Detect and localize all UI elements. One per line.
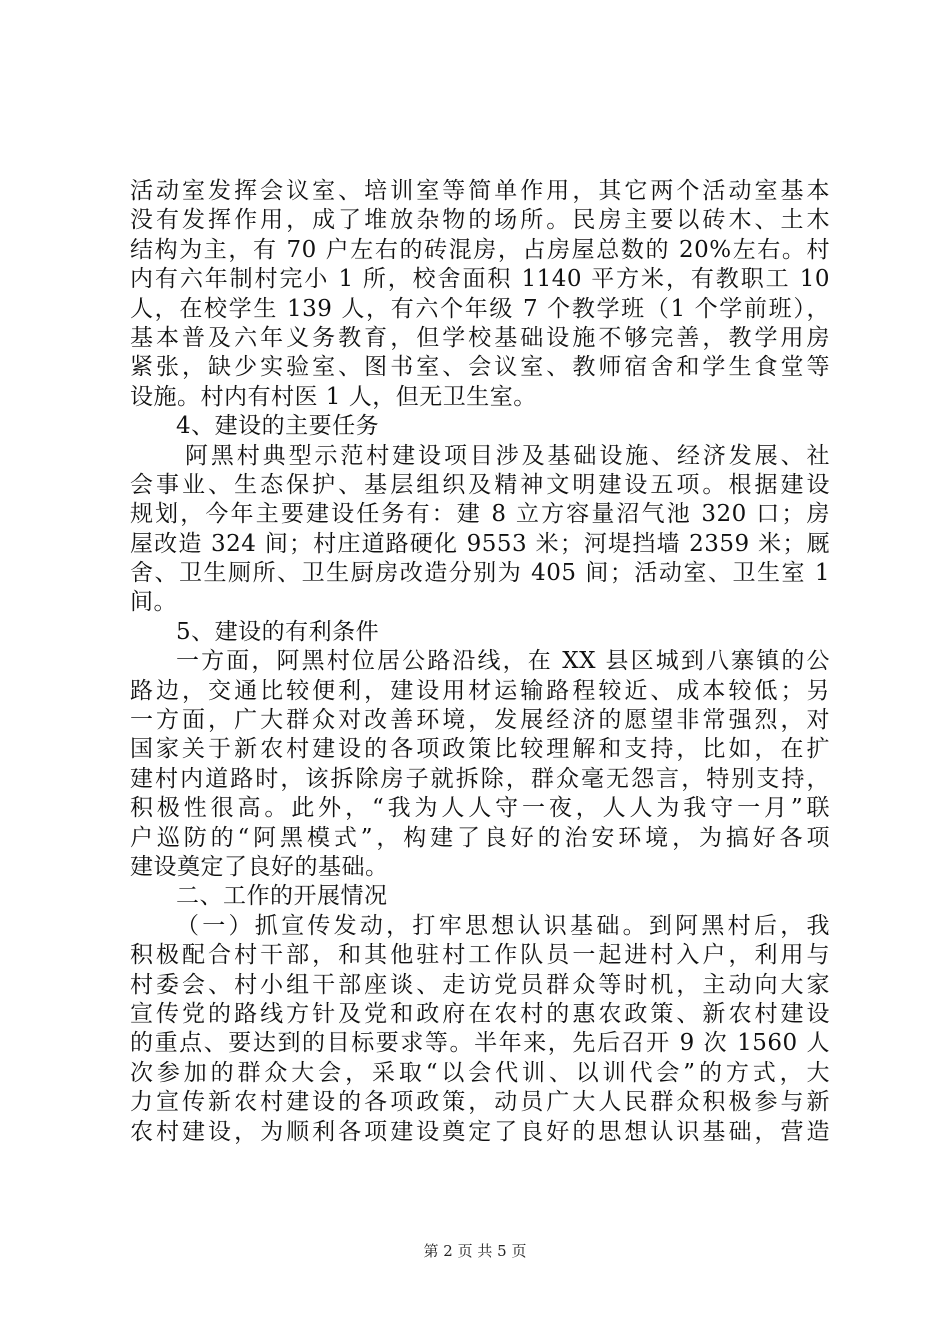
text-line: 一方面，阿黑村位居公路沿线，在 XX 县区城到八寨镇的公 xyxy=(176,648,830,675)
text-line: 二、工作的开展情况 xyxy=(176,883,388,910)
text-line: 农村建设，为顺利各项建设奠定了良好的思想认识基础，营造 xyxy=(130,1118,830,1145)
text-line: 次参加的群众大会，采取“以会代训、以训代会”的方式，大 xyxy=(130,1059,830,1086)
text-line: 户巡防的“阿黑模式”，构建了良好的治安环境，为搞好各项 xyxy=(130,824,830,851)
text-line: 建设奠定了良好的基础。 xyxy=(130,853,389,880)
text-line: 会事业、生态保护、基层组织及精神文明建设五项。根据建设 xyxy=(130,471,830,498)
text-line: 的重点、要达到的目标要求等。半年来，先后召开 9 次 1560 人 xyxy=(130,1030,830,1057)
text-line: 力宣传新农村建设的各项政策，动员广大人民群众积极参与新 xyxy=(130,1089,830,1116)
text-line: 4、建设的主要任务 xyxy=(176,413,380,440)
text-line: 阿黑村典型示范村建设项目涉及基础设施、经济发展、社 xyxy=(185,442,830,469)
text-line: 舍、卫生厕所、卫生厨房改造分别为 405 间；活动室、卫生室 1 xyxy=(130,560,830,587)
text-line: 结构为主，有 70 户左右的砖混房，占房屋总数的 20%左右。村 xyxy=(130,236,830,263)
text-line: 内有六年制村完小 1 所，校舍面积 1140 平方米，有教职工 10 xyxy=(130,266,830,293)
text-line: 设施。村内有村医 1 人，但无卫生室。 xyxy=(130,383,537,410)
text-line: 路边，交通比较便利，建设用材运输路程较近、成本较低；另 xyxy=(130,677,830,704)
text-line: 5、建设的有利条件 xyxy=(176,618,380,645)
text-line: 没有发挥作用，成了堆放杂物的场所。民房主要以砖木、土木 xyxy=(130,207,830,234)
text-line: 屋改造 324 间；村庄道路硬化 9553 米；河堤挡墙 2359 米；厩 xyxy=(130,530,830,557)
text-line: 积极配合村干部，和其他驻村工作队员一起进村入户，利用与 xyxy=(130,942,830,969)
text-line: （一）抓宣传发动，打牢思想认识基础。到阿黑村后，我 xyxy=(176,912,830,939)
document-body xyxy=(130,177,830,1147)
text-line: 建村内道路时，该拆除房子就拆除，群众毫无怨言，特别支持， xyxy=(130,765,830,792)
text-line: 宣传党的路线方针及党和政府在农村的惠农政策、新农村建设 xyxy=(130,1000,830,1027)
text-line: 积极性很高。此外，“我为人人守一夜，人人为我守一月”联 xyxy=(130,795,830,822)
text-line: 国家关于新农村建设的各项政策比较理解和支持，比如，在扩 xyxy=(130,736,830,763)
page-footer: 第 2 页 共 5 页 xyxy=(423,1242,527,1260)
text-line: 规划，今年主要建设任务有：建 8 立方容量沼气池 320 口；房 xyxy=(130,501,830,528)
text-line: 间。 xyxy=(130,589,177,616)
text-line: 基本普及六年义务教育，但学校基础设施不够完善，教学用房 xyxy=(130,324,830,351)
text-line: 紧张，缺少实验室、图书室、会议室、教师宿舍和学生食堂等 xyxy=(130,354,830,381)
text-line: 活动室发挥会议室、培训室等简单作用，其它两个活动室基本 xyxy=(130,178,830,204)
text-line: 一方面，广大群众对改善环境，发展经济的愿望非常强烈，对 xyxy=(130,707,830,734)
text-line: 村委会、村小组干部座谈、走访党员群众等时机，主动向大家 xyxy=(130,971,830,998)
text-line: 人，在校学生 139 人，有六个年级 7 个教学班（1 个学前班）， xyxy=(130,295,830,322)
